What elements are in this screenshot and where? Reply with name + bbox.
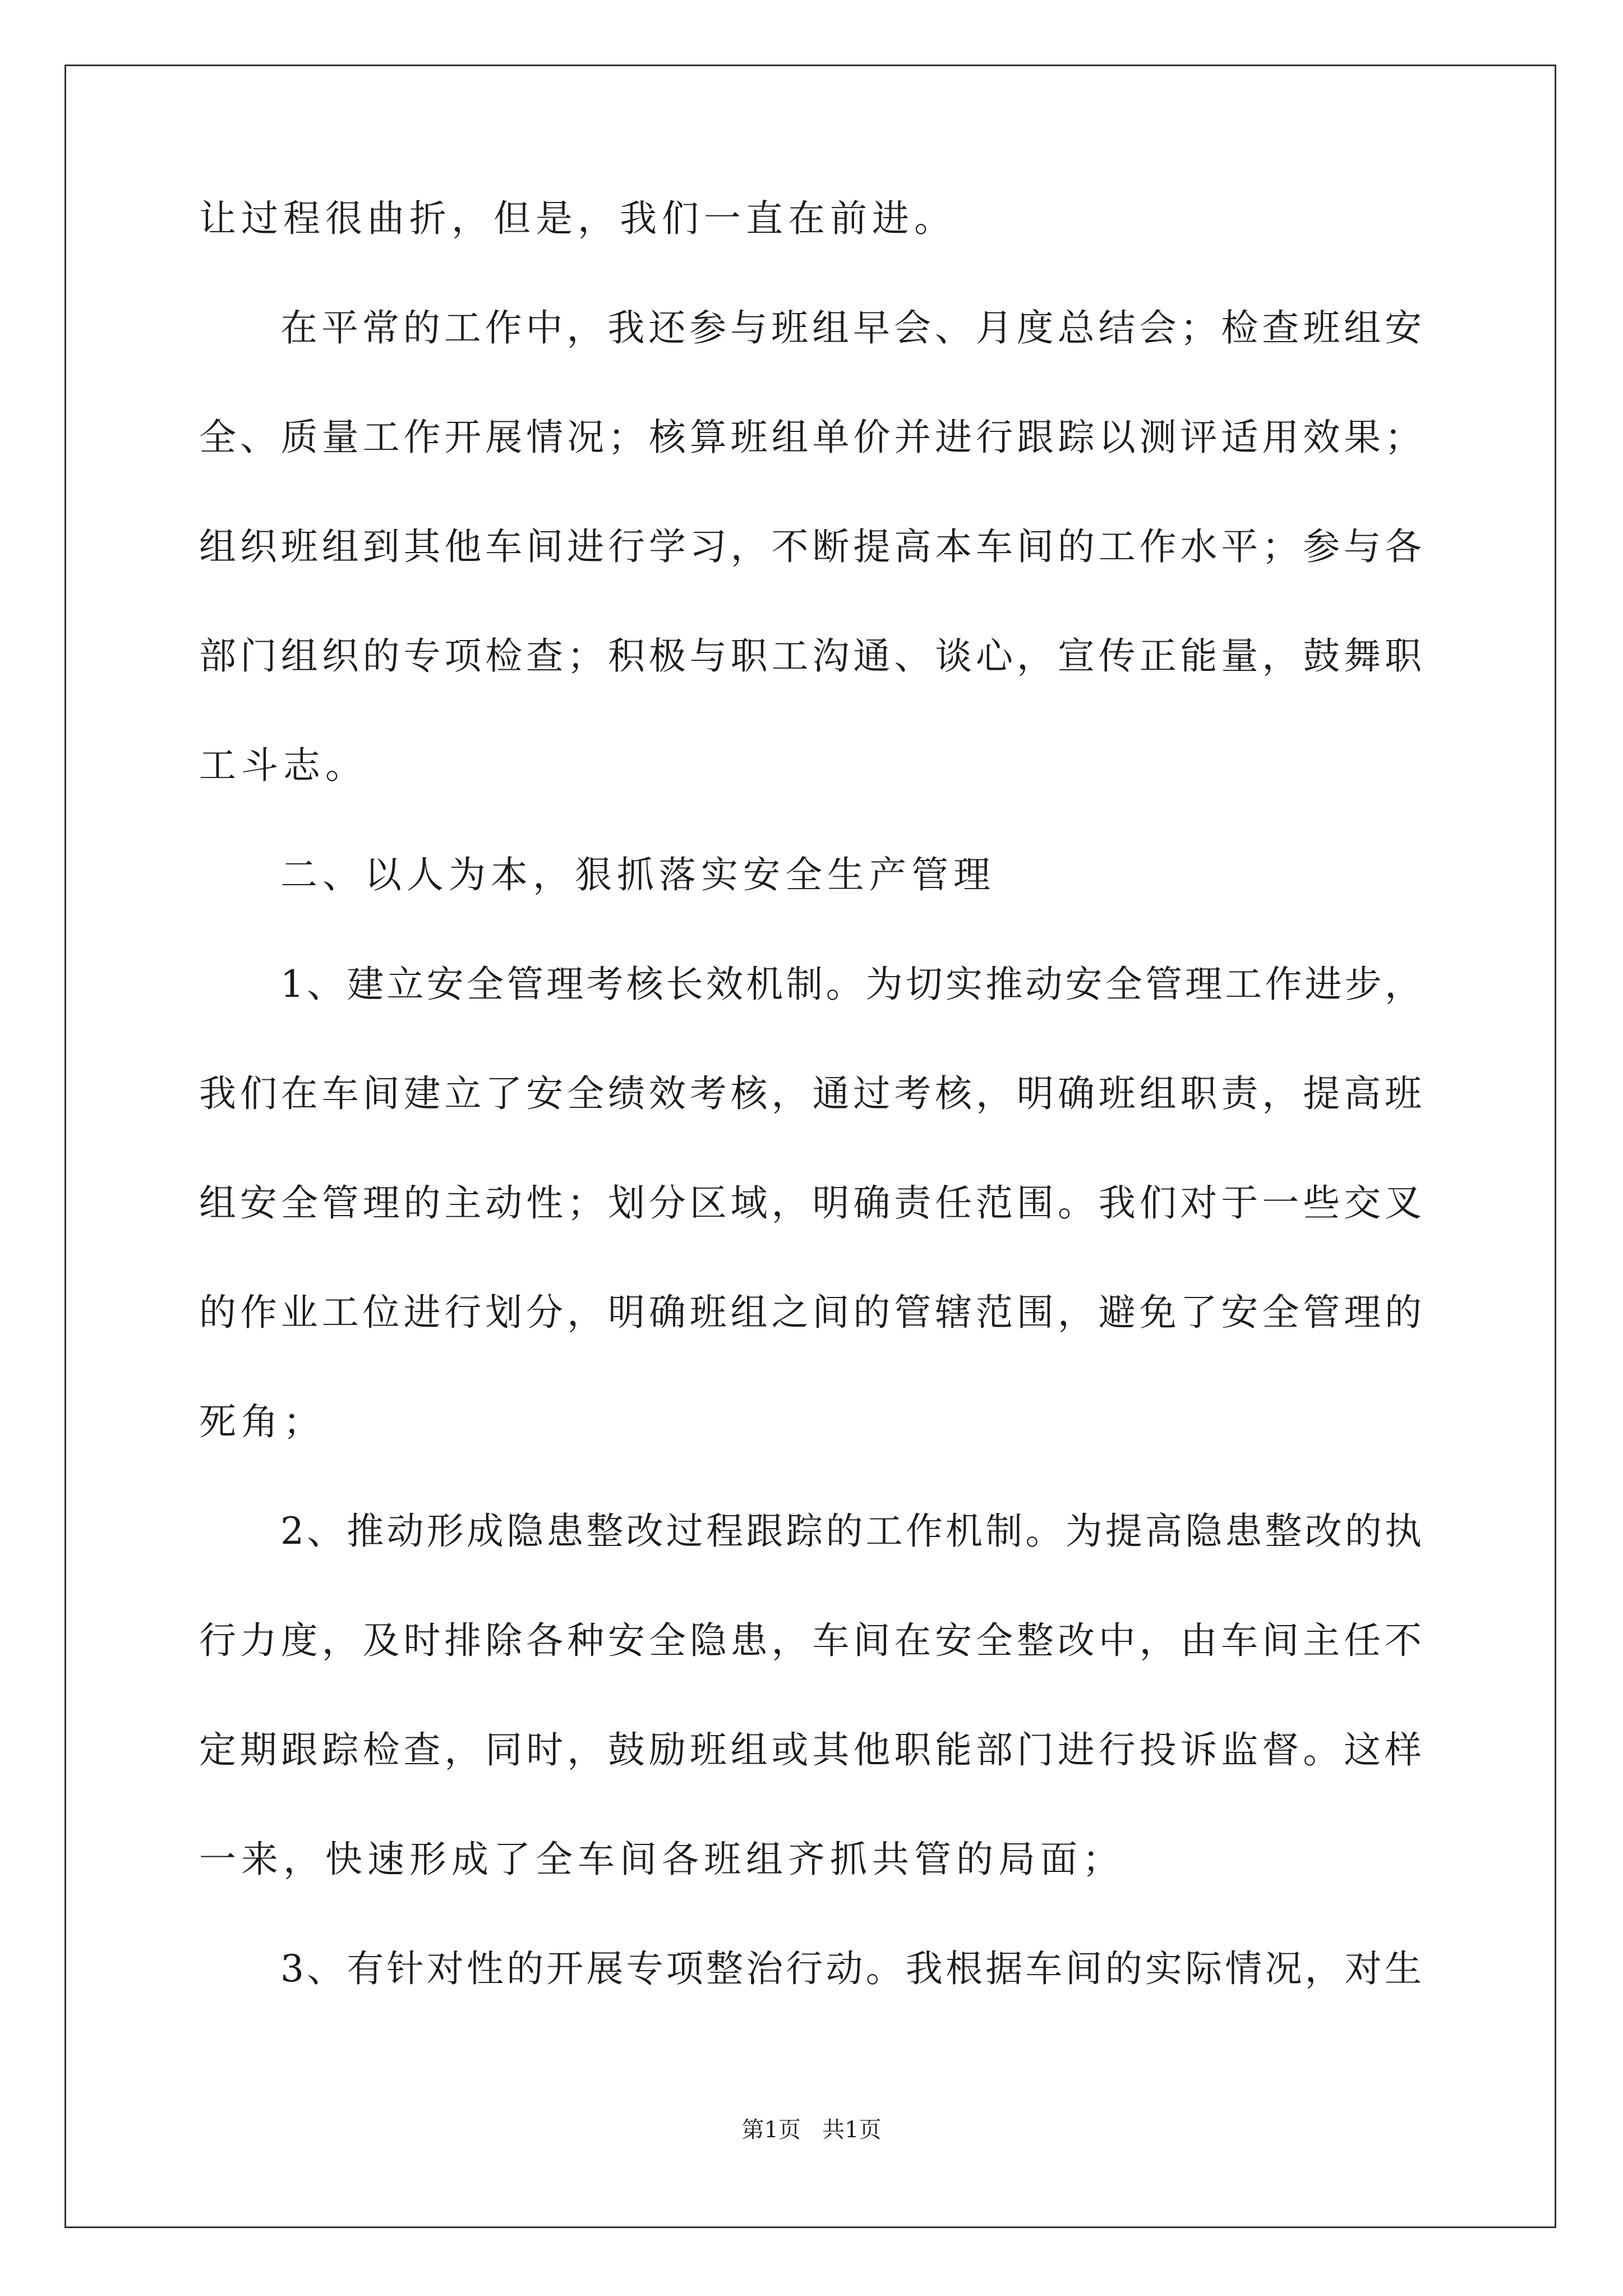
text-line: 组织班组到其他车间进行学习，不断提高本车间的工作水平；参与各: [199, 525, 1422, 568]
text-line: 工斗志。: [199, 744, 367, 787]
page-border: [64, 65, 1556, 2228]
text-line: 1、建立安全管理考核长效机制。为切实推动安全管理工作进步，: [280, 963, 1422, 1006]
text-line: 死角；: [199, 1400, 325, 1443]
text-line: 组安全管理的主动性；划分区域，明确责任范围。我们对于一些交叉: [199, 1181, 1422, 1225]
text-line: 行力度，及时排除各种安全隐患，车间在安全整改中，由车间主任不: [199, 1619, 1422, 1662]
text-line: 部门组织的专项检查；积极与职工沟通、谈心，宣传正能量，鼓舞职: [199, 634, 1422, 678]
text-line: 的作业工位进行划分，明确班组之间的管辖范围，避免了安全管理的: [199, 1291, 1422, 1334]
text-line: 让过程很曲折，但是，我们一直在前进。: [199, 197, 956, 240]
page-number-footer: 第1页 共1页: [741, 2117, 882, 2143]
section-heading: 二、以人为本，狠抓落实安全生产管理: [280, 853, 995, 896]
text-line: 2、推动形成隐患整改过程跟踪的工作机制。为提高隐患整改的执: [280, 1510, 1422, 1553]
text-line: 3、有针对性的开展专项整治行动。我根据车间的实际情况，对生: [280, 1947, 1422, 1990]
text-line: 全、质量工作开展情况；核算班组单价并进行跟踪以测评适用效果；: [199, 416, 1422, 459]
text-line: 我们在车间建立了安全绩效考核，通过考核，明确班组职责，提高班: [199, 1072, 1422, 1115]
text-line: 一来，快速形成了全车间各班组齐抓共管的局面；: [199, 1838, 1124, 1881]
text-line: 在平常的工作中，我还参与班组早会、月度总结会；检查班组安: [280, 306, 1422, 349]
text-line: 定期跟踪检查，同时，鼓励班组或其他职能部门进行投诉监督。这样: [199, 1728, 1422, 1772]
